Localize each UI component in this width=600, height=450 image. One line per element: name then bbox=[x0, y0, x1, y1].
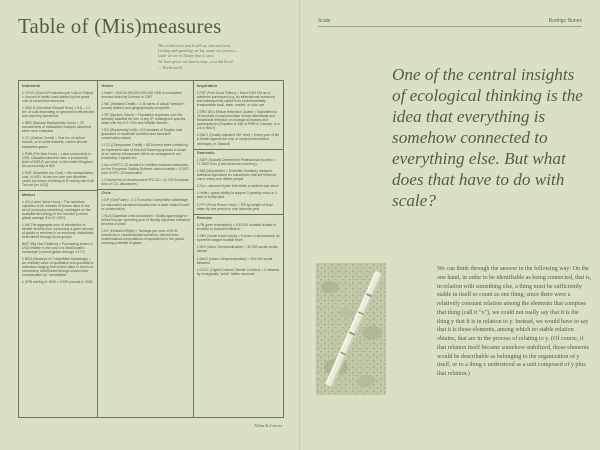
table-entry: 1 FDF (Feel Good Fiction) = Each 1000 KM as of rainforest purchased (e.g. by international investors) and subsequently saved from environmentally irresponsible local, state, market, or civic use bbox=[196, 91, 275, 108]
section-heading: Inspiration bbox=[196, 83, 218, 88]
table-entry: 1 BRD (Banana Radioactivity Dose) = 78 nanosieverts of radioactive isotopes absorbed when near a banana bbox=[22, 121, 91, 134]
section-divider bbox=[194, 214, 283, 215]
table-entry: 1 ERG (Eco Ethical Reflection Quant) = Equivalent to 24 seconds of post-purchase human attentional and transitional reflection on ecological impacts and consequences [Equates to 19p of PMH in Canada, or a 1/4 in flow?] bbox=[196, 110, 280, 131]
epigraph-attribution: — Wordsworth bbox=[158, 64, 182, 70]
section-heading: Market bbox=[22, 191, 35, 197]
epigraph-line: Getting and spending, we lay waste our powers;— bbox=[158, 48, 239, 54]
section-heading: Civic bbox=[101, 190, 111, 196]
epigraph-line: Little we see in Nature that is ours; bbox=[158, 53, 215, 59]
table-entry: 1 GPB sterling in 1949 = 0.029 pounds in 2018 bbox=[22, 280, 93, 285]
epigraph-line: We have given our hearts away, a sordid boon! bbox=[158, 58, 234, 64]
table-entry: 1 MCA (Measure of Competitive Advantage) = An ordinally value of qualitative and quantitative indicators ranging from brand value to return on investment, determined through closed-door consideration by "consultants" bbox=[22, 257, 94, 278]
table-entry: 1 CCI (Chimpanzee Credit) = 58 Dunrein trees containing an equivalent ratio of fruit and flowering species to those of an optimal chimpanzee diet in an arrangement not exceeding 3 square km bbox=[101, 143, 188, 160]
table-column-2 bbox=[98, 81, 193, 417]
table-entry: 1 Chinese ton of decomposed HFC-23 = 11,700 European tons of CO₂ allowances bbox=[101, 177, 189, 186]
table-entry: 1 Dol = amount of pain that elicits a medium eye wince bbox=[196, 184, 279, 189]
table-entry: 1 ECCC (Digital Cultural Climate Comfort) = 4 retweets by ecologically "woke" twitter accounts bbox=[196, 267, 280, 276]
table-entry: 1 CC (Carbon Credit) = One ton of carbon dioxide, or in some markets, carbon dioxide equivalent gases bbox=[22, 136, 88, 149]
table-entry: 1 SBV (social brand value) = 5 years of sponsorship for a premier league football team bbox=[196, 234, 280, 243]
epigraph-line: The world is too much with us; late and soon, bbox=[158, 43, 232, 48]
table-entry: 1 SP (Species Token) = Population surpluses over the arbitrary baseline for one of any 57 endangered species listed with the U.S. Fish and Wildlife Service bbox=[101, 113, 186, 126]
table-entry: 1 Earth = $16-54,000,000,000,000 USD in ecosystem services listed by Science in 1997 bbox=[101, 91, 182, 100]
table-entry: 1 WC (Wetland Credit) = 1.16 acres of actual "wetland", loosely defined and geographically unspecific bbox=[101, 102, 185, 111]
table-entry: 1 MGI (micro Gesymbolization) = 30,000 social media follows bbox=[196, 245, 278, 254]
header-rule bbox=[318, 26, 582, 27]
running-header-author: Rodrigo Nunes bbox=[548, 18, 582, 24]
table-column-3 bbox=[194, 81, 283, 417]
table-entry: 1 BO (Biodiversity Unit) = 0.6 hectares of English void grassland in moderate condition and favorable conservation status bbox=[101, 128, 183, 141]
table-entry: 1 CPUO (Cost of Production per Unit of Output) = Amount of useful work divided by the gross cost of consumed resources bbox=[22, 91, 94, 104]
right-page bbox=[300, 0, 600, 450]
section-heading: Industrial bbox=[22, 83, 41, 88]
table-entry: BMF (Big Mac Relation) = Purchasing power in USD relative to the cost of a MacDonald's hamburger [current global average 0.177] bbox=[22, 241, 93, 255]
section-divider bbox=[194, 149, 283, 150]
table-entry: 1 MaGI (macro Gesymbolization) = 300,000 social followers bbox=[196, 256, 273, 265]
table-entry: 1 Util The aggregate sum of satisfaction or benefit derived from consuming a given amount of goods or services in an economy; statistically determined through focus groups bbox=[22, 222, 94, 239]
epigraph bbox=[158, 43, 276, 70]
table-column-1 bbox=[19, 81, 98, 417]
page-footer: Allen & Carver bbox=[254, 423, 282, 428]
running-header-section: Scale bbox=[318, 18, 331, 24]
table-entry: 1 ton of HCFC-22 avoided in certified emission reductions for the European Trading Scheme carbon market = 0.0157 tons of HFC-23 incinerated bbox=[101, 162, 190, 175]
table-entry: 1 PMH (Per Man-Hour) = Labor productivity in USD. Canadian laborers have a productivity level of $30US per hour, in the United Kingdom the productivity is $25 bbox=[22, 151, 93, 168]
section-divider bbox=[19, 190, 97, 191]
table-entry: 1 SLA (Sacrificial Limb Annuation) = Bodily appendage or orifice lost per operating year of fiscally important industrial process or plant bbox=[101, 213, 190, 226]
table-entry: 1 FPY (Food Person Year) = 700 kg weight of food eaten by one person in one calendar year bbox=[196, 202, 273, 211]
table-entry: 1 KMT (Kilometer-ton Cost) = the transportation cost, in USD, of one ton over one kilometer, varies by means of transport [Trucking rate 6.86 Ton-km per USD] bbox=[22, 170, 94, 187]
table-entry: 1 EK (Emission Right) = Tonnage-per-cent of GHG emissions in counterfactual scenarios, derived from mathematical computations of equivalents in the global warming potential of gases bbox=[101, 228, 184, 245]
table-entry: 1 MM (Microdollar) = Domestic monetary measure statistical equivalent for substances that are lethal for one in every one million people bbox=[196, 169, 277, 182]
section-heading: Green bbox=[101, 83, 113, 88]
section-heading: Domestic bbox=[196, 150, 215, 156]
body-paragraph: We can think through the answer in the following way: On the one hand, in order to be identifiable as being connected, that is, in relation with something else, a thing must be sufficiently stable in itself to count as one thing, since there were a relatively constant relation among the elements that compose that thing (call it "x"), we could not really say that it is the thing y that it is in relation to y. Instead, we would have to say that it is those elements, among which no stable relation obtains, that are in the process of relating to y. (Of course, if that relation itself became somehow stabilized, those elements would be describable as belonging to the organization of y itself, or to a thing z understood as a unit composed of y plus that relation.) bbox=[437, 266, 592, 377]
table-entry: 1 SDPI (Socially Determined Professional Income) = 17,1800 Euro (Latin American currency) bbox=[196, 158, 276, 167]
table-entry: 1 Heffe = grass vitality to support 5 grazing cows on 1 acre of family land bbox=[196, 191, 278, 200]
table-entry: 1 GP (GeoPoser) = 2.1 Economic/ competitive advantage (or equivalent perceived assets) over a state control board or conservation bbox=[101, 198, 189, 211]
section-divider bbox=[98, 189, 192, 190]
table-entry: 1 UVI (Labor Value Hour) = The monetary valuation of 60 minutes of human labor in the act of producing something, contingent on the available technology in the moment [current global average $14.47 USD] bbox=[22, 199, 91, 220]
stick-on-ground-photo-icon bbox=[316, 263, 386, 395]
table-entry: 1 GWI-H (Electrical Kilowatt Hour) = 8.8 – 1.1 lxe. of coal depending on generation efficiencies and recovery operations bbox=[22, 106, 95, 119]
section-heading: Renown bbox=[196, 215, 213, 221]
table-entry: 1 QALY (Quality Adjusted Life Year) = Every year of life in health against the cost of medical intervention necessary, in Taiwan$ bbox=[196, 133, 280, 146]
pull-quote: One of the central insights of ecological thinking is the idea that everything is somehow connected to everything else. But what does that have to do with scale? bbox=[392, 65, 583, 210]
measures-table bbox=[18, 80, 284, 418]
photo-illustration bbox=[316, 263, 386, 395]
table-entry: 1 PB (peer redemption) = 100,000 donated dollars to an artist or cultural institution bbox=[196, 223, 276, 232]
page-title: Table of (Mis)measures bbox=[18, 14, 222, 38]
